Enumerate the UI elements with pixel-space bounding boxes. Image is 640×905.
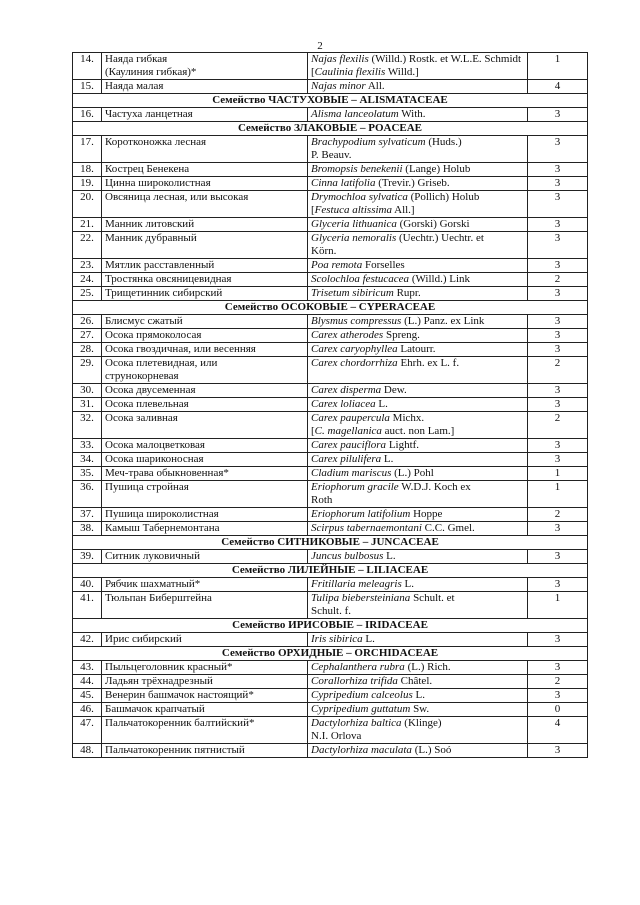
latin-binomial: Corallorhiza trifida — [311, 675, 398, 687]
species-row — [73, 80, 588, 94]
status-category: 2 — [528, 675, 588, 689]
family-header-row — [73, 536, 588, 550]
russian-name: Венерин башмачок настоящий* — [102, 689, 308, 703]
row-number: 19. — [73, 177, 102, 191]
row-number: 40. — [73, 578, 102, 592]
latin-binomial: Cephalanthera rubra — [311, 661, 405, 673]
status-category: 3 — [528, 136, 588, 163]
status-category: 2 — [528, 412, 588, 439]
russian-name: Меч-трава обыкновенная* — [102, 467, 308, 481]
status-category: 3 — [528, 329, 588, 343]
latin-authority: Willd.] — [385, 66, 419, 78]
row-number: 23. — [73, 259, 102, 273]
russian-name: Осока плевельная — [102, 398, 308, 412]
latin-binomial: Carex atherodes — [311, 329, 384, 341]
latin-binomial: Trisetum sibiricum — [311, 287, 394, 299]
latin-name — [308, 343, 528, 357]
latin-authority: L. — [401, 578, 414, 590]
latin-authority: (Huds.) P. Beauv. — [311, 136, 462, 161]
latin-authority: Latourr. — [397, 343, 436, 355]
status-category: 3 — [528, 343, 588, 357]
latin-name — [308, 675, 528, 689]
status-category: 3 — [528, 453, 588, 467]
family-prefix: Семейство — [221, 647, 278, 659]
russian-name: Башмачок крапчатый — [102, 703, 308, 717]
latin-name — [308, 357, 528, 384]
status-category: 3 — [528, 259, 588, 273]
latin-binomial: Cypripedium calceolus — [311, 689, 413, 701]
status-category: 2 — [528, 508, 588, 522]
latin-binomial: Drymochloa sylvatica — [311, 191, 408, 203]
latin-binomial: Glyceria nemoralis — [311, 232, 397, 244]
russian-name: Осока прямоколосая — [102, 329, 308, 343]
family-header — [73, 619, 588, 633]
page-number: 2 — [317, 40, 323, 52]
russian-name: Осока заливная — [102, 412, 308, 439]
latin-authority: L. — [412, 689, 425, 701]
status-category: 3 — [528, 522, 588, 536]
latin-authority: auct. non Lam.] — [381, 425, 455, 437]
russian-name: Манник дубравный — [102, 232, 308, 259]
row-number: 34. — [73, 453, 102, 467]
row-number: 28. — [73, 343, 102, 357]
species-row — [73, 689, 588, 703]
row-number: 37. — [73, 508, 102, 522]
russian-name: Осока плетевидная, или струнокорневая — [102, 357, 308, 384]
russian-name: Ситник луковичный — [102, 550, 308, 564]
status-category: 1 — [528, 53, 588, 80]
latin-binomial: Scolochloa festucacea — [311, 273, 410, 285]
russian-name: Частуха ланцетная — [102, 108, 308, 122]
latin-name — [308, 661, 528, 675]
species-row — [73, 163, 588, 177]
latin-binomial: Iris sibirica — [311, 633, 363, 645]
row-number: 32. — [73, 412, 102, 439]
latin-binomial: Najas flexilis — [311, 53, 369, 65]
latin-authority: (Klinge) N.I. Orlova — [311, 717, 442, 742]
species-row — [73, 273, 588, 287]
russian-name: Пушица широколистная — [102, 508, 308, 522]
latin-binomial: Dactylorhiza maculata — [311, 744, 412, 756]
row-number: 35. — [73, 467, 102, 481]
status-category: 3 — [528, 287, 588, 301]
species-row — [73, 439, 588, 453]
latin-binomial: Festuca altissima — [314, 204, 392, 216]
latin-name — [308, 287, 528, 301]
russian-name: Пальчатокоренник балтийский* — [102, 717, 308, 744]
family-header — [73, 122, 588, 136]
latin-name — [308, 80, 528, 94]
status-category: 0 — [528, 703, 588, 717]
latin-binomial: Tulipa biebersteiniana — [311, 592, 411, 604]
row-number: 43. — [73, 661, 102, 675]
latin-authority: (Willd.) Rostk. et W.L.E. Schmidt [ — [311, 53, 522, 78]
species-row — [73, 191, 588, 218]
species-row — [73, 343, 588, 357]
row-number: 18. — [73, 163, 102, 177]
latin-authority: Rupr. — [393, 287, 421, 299]
family-header-row — [73, 564, 588, 578]
latin-name — [308, 232, 528, 259]
latin-name — [308, 453, 528, 467]
russian-name: Осока двусеменная — [102, 384, 308, 398]
latin-authority: L. — [375, 398, 388, 410]
family-name: СИТНИКОВЫЕ – JUNCACEAE — [277, 536, 439, 548]
species-row — [73, 329, 588, 343]
status-category: 3 — [528, 191, 588, 218]
status-category: 3 — [528, 633, 588, 647]
latin-name — [308, 163, 528, 177]
family-header-row — [73, 122, 588, 136]
row-number: 47. — [73, 717, 102, 744]
row-number: 16. — [73, 108, 102, 122]
row-number: 41. — [73, 592, 102, 619]
family-header — [73, 564, 588, 578]
latin-authority: Dew. — [381, 384, 407, 396]
row-number: 24. — [73, 273, 102, 287]
species-row — [73, 522, 588, 536]
status-category: 3 — [528, 578, 588, 592]
latin-authority: Forselles — [362, 259, 405, 271]
species-row — [73, 315, 588, 329]
latin-authority: (L.) Pohl — [391, 467, 434, 479]
russian-name: Трищетинник сибирский — [102, 287, 308, 301]
family-header — [73, 301, 588, 315]
latin-name — [308, 329, 528, 343]
latin-binomial: Dactylorhiza baltica — [311, 717, 402, 729]
status-category: 2 — [528, 273, 588, 287]
row-number: 14. — [73, 53, 102, 80]
latin-binomial: Carex paupercula — [311, 412, 390, 424]
latin-name — [308, 592, 528, 619]
russian-name: Ладьян трёхнадрезный — [102, 675, 308, 689]
status-category: 3 — [528, 439, 588, 453]
family-name: ЗЛАКОВЫЕ – POACEAE — [294, 122, 423, 134]
row-number: 26. — [73, 315, 102, 329]
latin-binomial: Eriophorum gracile — [311, 481, 399, 493]
latin-authority: Spreng. — [383, 329, 420, 341]
latin-authority: Sw. — [410, 703, 430, 715]
latin-authority: (L.) Rich. — [404, 661, 451, 673]
species-table — [72, 52, 588, 758]
row-number: 36. — [73, 481, 102, 508]
family-prefix: Семейство — [221, 536, 278, 548]
row-number: 15. — [73, 80, 102, 94]
status-category: 4 — [528, 717, 588, 744]
latin-name — [308, 481, 528, 508]
russian-name: Мятлик расставленный — [102, 259, 308, 273]
species-row — [73, 357, 588, 384]
status-category: 3 — [528, 384, 588, 398]
latin-name — [308, 177, 528, 191]
status-category: 3 — [528, 177, 588, 191]
latin-authority: (Lange) Holub — [402, 163, 471, 175]
family-name: ЛИЛЕЙНЫЕ – LILIACEAE — [287, 564, 429, 576]
row-number: 17. — [73, 136, 102, 163]
status-category: 3 — [528, 550, 588, 564]
row-number: 31. — [73, 398, 102, 412]
row-number: 45. — [73, 689, 102, 703]
latin-binomial: Glyceria lithuanica — [311, 218, 397, 230]
status-category: 3 — [528, 108, 588, 122]
latin-name — [308, 273, 528, 287]
latin-binomial: Carex pauciflora — [311, 439, 387, 451]
latin-binomial: Cladium mariscus — [311, 467, 392, 479]
species-row — [73, 287, 588, 301]
latin-binomial: Fritillaria meleagris — [311, 578, 402, 590]
row-number: 39. — [73, 550, 102, 564]
russian-name: Ирис сибирский — [102, 633, 308, 647]
latin-name — [308, 384, 528, 398]
species-row — [73, 108, 588, 122]
family-header — [73, 94, 588, 108]
latin-name — [308, 108, 528, 122]
row-number: 22. — [73, 232, 102, 259]
latin-name — [308, 398, 528, 412]
species-row — [73, 703, 588, 717]
latin-authority: (Trevir.) Griseb. — [375, 177, 450, 189]
russian-name: Наяда гибкая (Каулиния гибкая)* — [102, 53, 308, 80]
species-row — [73, 398, 588, 412]
latin-authority: Hoppe — [410, 508, 443, 520]
species-row — [73, 675, 588, 689]
russian-name: Наяда малая — [102, 80, 308, 94]
row-number: 25. — [73, 287, 102, 301]
latin-binomial: Carex disperma — [311, 384, 382, 396]
family-header — [73, 536, 588, 550]
family-prefix: Семейство — [237, 122, 295, 134]
row-number: 48. — [73, 744, 102, 758]
latin-authority: Ehrh. ex L. f. — [397, 357, 460, 369]
russian-name: Осока шариконосная — [102, 453, 308, 467]
status-category: 3 — [528, 744, 588, 758]
russian-name: Осока гвоздичная, или весенняя — [102, 343, 308, 357]
latin-authority: L. — [362, 633, 375, 645]
russian-name: Тростянка овсяницевидная — [102, 273, 308, 287]
family-name: ОСОКОВЫЕ – CYPERACEAE — [280, 301, 436, 313]
latin-name — [308, 550, 528, 564]
russian-name: Тюльпан Биберштейна — [102, 592, 308, 619]
latin-binomial: Carex loliacea — [311, 398, 376, 410]
russian-name: Коротконожка лесная — [102, 136, 308, 163]
latin-binomial: Blysmus compressus — [311, 315, 402, 327]
family-header-row — [73, 647, 588, 661]
latin-authority: Lightf. — [386, 439, 420, 451]
latin-name — [308, 578, 528, 592]
species-row — [73, 633, 588, 647]
family-prefix: Семейство — [224, 301, 281, 313]
family-name: ОРХИДНЫЕ – ORCHIDACEAE — [277, 647, 439, 659]
species-row — [73, 481, 588, 508]
latin-name — [308, 315, 528, 329]
status-category: 2 — [528, 357, 588, 384]
latin-authority: Schult. et Schult. f. — [311, 592, 455, 617]
row-number: 44. — [73, 675, 102, 689]
species-row — [73, 136, 588, 163]
latin-authority: W.D.J. Koch ex Roth — [311, 481, 471, 506]
latin-binomial: Carex caryophyllea — [311, 343, 398, 355]
latin-name — [308, 191, 528, 218]
latin-authority: (Willd.) Link — [409, 273, 471, 285]
family-header-row — [73, 94, 588, 108]
latin-authority: (Pollich) Holub [ — [311, 191, 480, 216]
family-header-row — [73, 619, 588, 633]
latin-binomial: Carex pilulifera — [311, 453, 382, 465]
latin-authority: Michx. [ — [311, 412, 425, 437]
russian-name: Кострец Бенекена — [102, 163, 308, 177]
russian-name: Пальчатокоренник пятнистый — [102, 744, 308, 758]
russian-name: Пушица стройная — [102, 481, 308, 508]
latin-authority: (Gorski) Gorski — [396, 218, 470, 230]
species-row — [73, 232, 588, 259]
latin-binomial: Juncus bulbosus — [311, 550, 384, 562]
latin-binomial: Cypripedium guttatum — [311, 703, 411, 715]
latin-name — [308, 689, 528, 703]
russian-name: Рябчик шахматный* — [102, 578, 308, 592]
status-category: 3 — [528, 218, 588, 232]
row-number: 33. — [73, 439, 102, 453]
row-number: 46. — [73, 703, 102, 717]
latin-binomial: Cinna latifolia — [311, 177, 376, 189]
row-number: 42. — [73, 633, 102, 647]
family-header-row — [73, 301, 588, 315]
latin-authority: (Uechtr.) Uechtr. et Körn. — [311, 232, 484, 257]
species-row — [73, 550, 588, 564]
latin-name — [308, 508, 528, 522]
family-prefix: Семейство — [212, 94, 269, 106]
russian-name: Пыльцеголовник красный* — [102, 661, 308, 675]
latin-name — [308, 218, 528, 232]
latin-name — [308, 522, 528, 536]
latin-binomial: Scirpus tabernaemontani — [311, 522, 422, 534]
row-number: 20. — [73, 191, 102, 218]
family-name: ЧАСТУХОВЫЕ – ALISMATACEAE — [268, 94, 448, 106]
latin-binomial: Eriophorum latifolium — [311, 508, 411, 520]
species-row — [73, 744, 588, 758]
species-row — [73, 592, 588, 619]
latin-binomial: Caulinia flexilis — [314, 66, 386, 78]
latin-authority: All.] — [391, 204, 415, 216]
latin-name — [308, 259, 528, 273]
latin-authority: L. — [381, 453, 394, 465]
latin-authority: (L.) Panz. ex Link — [401, 315, 485, 327]
row-number: 30. — [73, 384, 102, 398]
latin-authority: Châtel. — [397, 675, 433, 687]
row-number: 27. — [73, 329, 102, 343]
latin-name — [308, 744, 528, 758]
family-prefix: Семейство — [231, 564, 288, 576]
latin-binomial: Brachypodium sylvaticum — [311, 136, 426, 148]
latin-name — [308, 467, 528, 481]
species-row — [73, 453, 588, 467]
latin-name — [308, 703, 528, 717]
species-row — [73, 177, 588, 191]
russian-name: Цинна широколистная — [102, 177, 308, 191]
species-row — [73, 508, 588, 522]
latin-binomial: Najas minor — [311, 80, 366, 92]
species-row — [73, 259, 588, 273]
family-header — [73, 647, 588, 661]
latin-binomial: Alisma lanceolatum — [311, 108, 399, 120]
russian-name: Манник литовский — [102, 218, 308, 232]
status-category: 3 — [528, 232, 588, 259]
status-category: 1 — [528, 481, 588, 508]
status-category: 3 — [528, 661, 588, 675]
latin-authority: All. — [365, 80, 385, 92]
status-category: 4 — [528, 80, 588, 94]
latin-name — [308, 439, 528, 453]
status-category: 3 — [528, 689, 588, 703]
species-row — [73, 412, 588, 439]
species-row — [73, 467, 588, 481]
latin-name — [308, 717, 528, 744]
species-row — [73, 218, 588, 232]
latin-binomial: Carex chordorrhiza — [311, 357, 398, 369]
latin-authority: With. — [398, 108, 426, 120]
species-row — [73, 717, 588, 744]
russian-name: Блисмус сжатый — [102, 315, 308, 329]
status-category: 3 — [528, 398, 588, 412]
russian-name: Камыш Табернемонтана — [102, 522, 308, 536]
russian-name: Овсяница лесная, или высокая — [102, 191, 308, 218]
latin-name — [308, 53, 528, 80]
latin-name — [308, 136, 528, 163]
status-category: 1 — [528, 592, 588, 619]
latin-binomial: Bromopsis benekenii — [311, 163, 403, 175]
row-number: 29. — [73, 357, 102, 384]
family-name: ИРИСОВЫЕ – IRIDACEAE — [288, 619, 428, 631]
species-row — [73, 578, 588, 592]
latin-binomial: C. magellanica — [314, 425, 382, 437]
status-category: 1 — [528, 467, 588, 481]
russian-name: Осока малоцветковая — [102, 439, 308, 453]
row-number: 38. — [73, 522, 102, 536]
species-row — [73, 53, 588, 80]
species-table-body — [73, 53, 588, 758]
family-prefix: Семейство — [232, 619, 289, 631]
latin-authority: C.C. Gmel. — [421, 522, 475, 534]
latin-binomial: Poa remota — [311, 259, 363, 271]
status-category: 3 — [528, 163, 588, 177]
latin-authority: (L.) Soó — [411, 744, 452, 756]
species-row — [73, 384, 588, 398]
status-category: 3 — [528, 315, 588, 329]
species-row — [73, 661, 588, 675]
row-number: 21. — [73, 218, 102, 232]
latin-authority: L. — [383, 550, 396, 562]
latin-name — [308, 633, 528, 647]
latin-name — [308, 412, 528, 439]
